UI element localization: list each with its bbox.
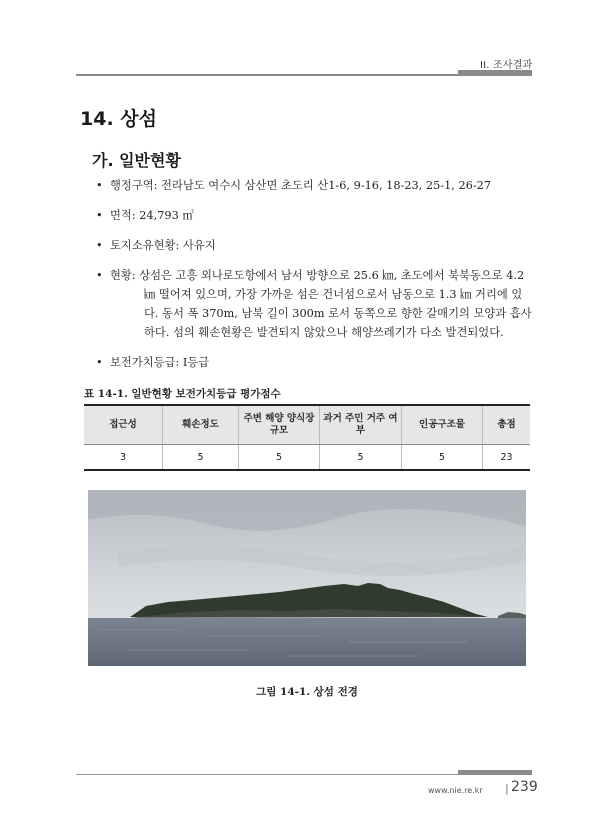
table-row xyxy=(84,445,530,471)
header-cell: 과거 주민 거주 여부 xyxy=(320,405,402,445)
chapter-header: II. 조사결과 xyxy=(480,60,533,71)
island-photo xyxy=(88,490,526,666)
footer-url[interactable]: www.nie.re.kr xyxy=(428,786,483,795)
ownership-text: 토지소유현황: 사유지 xyxy=(110,239,216,252)
list-item-ownership xyxy=(96,236,532,255)
header-cell: 인공구조물 xyxy=(402,405,483,445)
island-photo-image xyxy=(88,490,526,666)
table-caption: 표 14-1. 일반현황 보전가치등급 평가점수 xyxy=(84,388,281,400)
list-item-grade xyxy=(96,353,532,372)
list-item-area xyxy=(96,206,532,225)
table-header-row xyxy=(84,405,530,445)
location-text: 행정구역: 전라남도 여수시 삼산면 초도리 산1-6, 9-16, 18-23, 25-1, 26-27 xyxy=(110,179,492,192)
status-line-2: ㎞ 떨어져 있으며, 가장 가까운 섬은 건너섬으로서 남동으로 1.3 ㎞ 거리에 있 xyxy=(144,288,523,301)
status-line-3: 다. 동서 폭 370m, 남북 길이 300m 로서 동쪽으로 향한 갈매기의 모양과 흡사 xyxy=(144,307,532,320)
list-item-location xyxy=(96,176,532,195)
evaluation-table xyxy=(84,404,530,471)
table-cell: 5 xyxy=(320,445,402,471)
list-item-status xyxy=(96,266,532,342)
header-cell: 주변 해양 양식장 규모 xyxy=(239,405,320,445)
footer-separator: | xyxy=(505,782,509,795)
page-number: 239 xyxy=(511,779,538,795)
status-line-4: 하다. 섬의 훼손현황은 발견되지 않았으나 해양쓰레기가 다소 발견되었다. xyxy=(144,326,504,339)
table-cell: 5 xyxy=(163,445,239,471)
bullet-icon: • xyxy=(96,209,103,222)
bullet-icon: • xyxy=(96,179,103,192)
area-text: 면적: 24,793 ㎡ xyxy=(110,209,194,222)
grade-text: 보전가치등급: Ⅰ등급 xyxy=(110,356,210,369)
header-cell: 접근성 xyxy=(84,405,163,445)
table-cell: 5 xyxy=(239,445,320,471)
bullet-icon: • xyxy=(96,269,103,282)
figure-caption: 그림 14-1. 상섬 전경 xyxy=(256,686,358,698)
bullet-icon: • xyxy=(96,356,103,369)
overview-list xyxy=(96,176,532,383)
table-cell: 23 xyxy=(483,445,531,471)
status-line-1: 현황: 상섬은 고흥 외나로도항에서 남서 방향으로 25.6 ㎞, 초도에서 북북동으로 4.2 xyxy=(110,269,525,282)
table-cell: 5 xyxy=(402,445,483,471)
header-cell: 총점 xyxy=(483,405,531,445)
table-cell: 3 xyxy=(84,445,163,471)
header-cell: 훼손정도 xyxy=(163,405,239,445)
section-title: 14. 상섬 xyxy=(80,108,157,130)
bullet-icon: • xyxy=(96,239,103,252)
footer-accent-bar xyxy=(458,770,532,775)
subsection-title: 가. 일반현황 xyxy=(92,151,181,170)
